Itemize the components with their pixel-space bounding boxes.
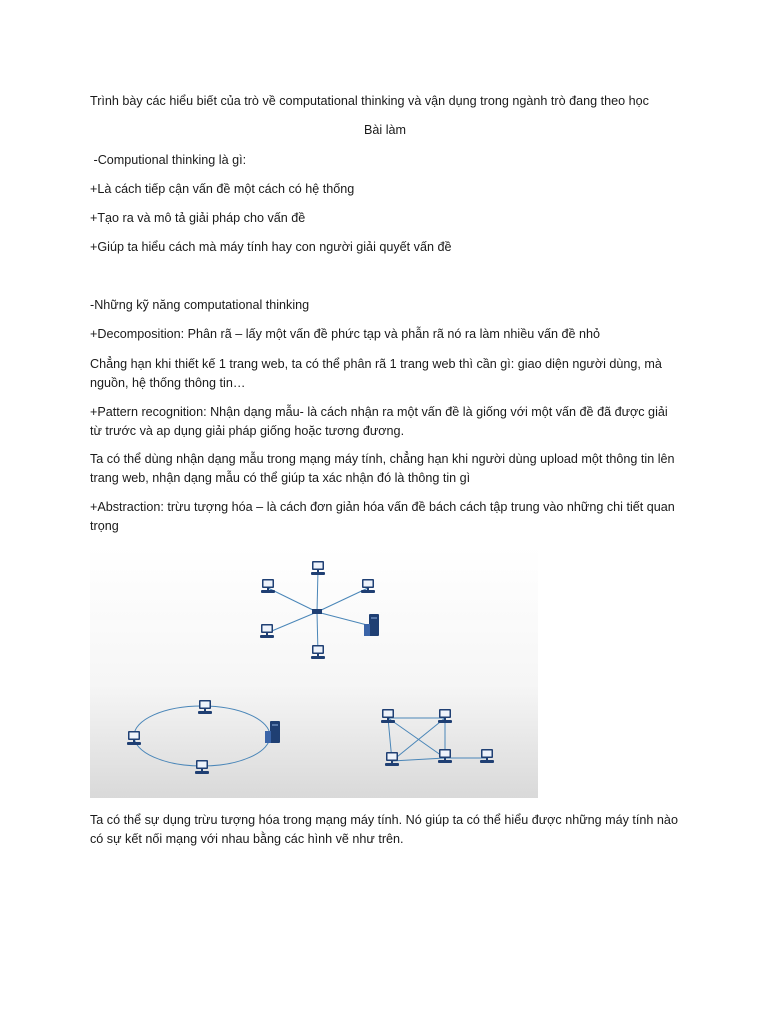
hub-icon bbox=[312, 609, 322, 614]
computer-icon bbox=[127, 731, 141, 745]
computer-icon bbox=[195, 760, 209, 774]
paragraph: +Decomposition: Phân rã – lấy một vấn đề phức tạp và phẫn rã nó ra làm nhiều vấn đề nhỏ bbox=[90, 327, 601, 341]
computer-icon bbox=[260, 624, 274, 638]
computer-icon bbox=[261, 579, 275, 593]
computer-icon bbox=[438, 749, 452, 763]
computer-icon bbox=[480, 749, 494, 763]
paragraph: +Abstraction: trừu tượng hóa – là cách đơn giản hóa vấn đề bách cách tập trung vào những chi tiết quan trọng bbox=[90, 500, 675, 533]
paragraph: +Pattern recognition: Nhận dạng mẫu- là cách nhận ra một vấn đề là giống với một vấn đề đã được giải từ trước và ap dụng giải pháp giống hoặc tương đương. bbox=[90, 405, 668, 438]
network-topology-diagram bbox=[90, 546, 538, 798]
question-text: Trình bày các hiểu biết của trò về computational thinking và vận dụng trong ngành trò đang theo học bbox=[90, 94, 649, 108]
network-topology-figure bbox=[90, 546, 538, 798]
paragraph: +Là cách tiếp cận vấn đề một cách có hệ thống bbox=[90, 182, 355, 196]
computer-icon bbox=[311, 561, 325, 575]
answer-heading: Bài làm bbox=[364, 123, 406, 137]
computer-icon bbox=[385, 752, 399, 766]
paragraph: +Giúp ta hiểu cách mà máy tính hay con người giải quyết vấn đề bbox=[90, 240, 452, 254]
computer-icon bbox=[361, 579, 375, 593]
paragraph: -Computional thinking là gì: bbox=[90, 153, 247, 167]
paragraph: +Tạo ra và mô tả giải pháp cho vấn đề bbox=[90, 211, 306, 225]
computer-icon bbox=[311, 645, 325, 659]
paragraph: Ta có thể sự dụng trừu tượng hóa trong mạng máy tính. Nó giúp ta có thể hiểu được những máy tính nào có sự kết nối mạng với nhau bằng các hình vẽ như trên. bbox=[90, 813, 678, 846]
figure-background bbox=[90, 546, 538, 798]
paragraph: Chẳng hạn khi thiết kế 1 trang web, ta có thể phân rã 1 trang web thì cần gì: giao diện người dùng, mà nguồn, hệ thống thông tin… bbox=[90, 357, 662, 390]
computer-icon bbox=[381, 709, 395, 723]
computer-icon bbox=[198, 700, 212, 714]
paragraph: Ta có thể dùng nhận dạng mẫu trong mạng máy tính, chẳng hạn khi người dùng upload một thông tin lên trang web, nhận dạng mẫu có thể giúp ta xác nhận đó là thông tin gì bbox=[90, 452, 675, 485]
computer-icon bbox=[438, 709, 452, 723]
paragraph: -Những kỹ năng computational thinking bbox=[90, 298, 310, 312]
